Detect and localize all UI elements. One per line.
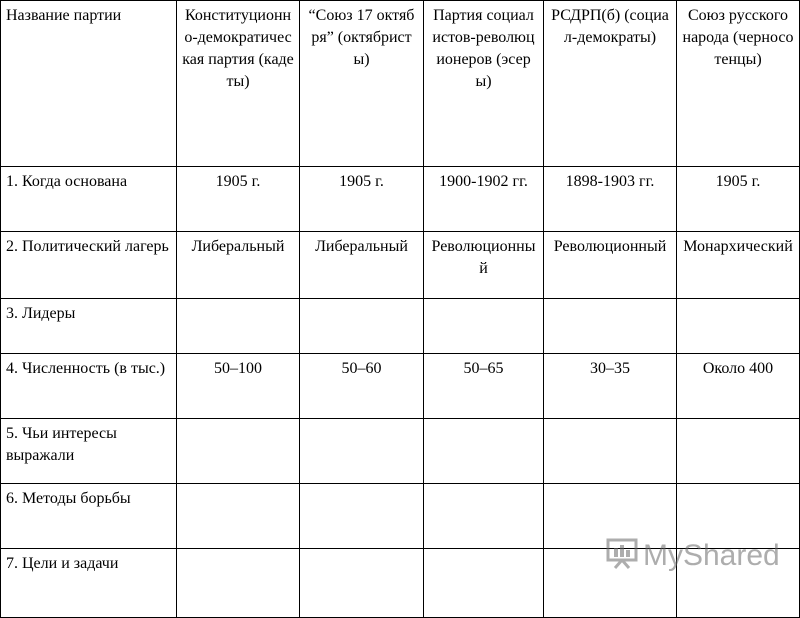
table-cell bbox=[677, 419, 800, 484]
header-text: Название партии bbox=[6, 7, 122, 24]
table-cell bbox=[677, 299, 800, 354]
header-text: Союз русского народа (черносотенцы) bbox=[682, 7, 794, 68]
row-label: 4. Численность (в тыс.) bbox=[1, 354, 177, 419]
table-cell: Около 400 bbox=[677, 354, 800, 419]
table-row bbox=[1, 419, 800, 484]
header-cell-black-hundreds bbox=[677, 1, 800, 167]
table-cell bbox=[677, 484, 800, 549]
table-cell bbox=[424, 549, 544, 618]
table-row bbox=[1, 484, 800, 549]
table-cell bbox=[177, 549, 300, 618]
table-row bbox=[1, 299, 800, 354]
table-row bbox=[1, 549, 800, 618]
row-label: 5. Чьи интересы выражали bbox=[1, 419, 177, 484]
header-text: РСДРП(б) (социал-демократы) bbox=[551, 7, 669, 46]
table-cell: 30–35 bbox=[544, 354, 677, 419]
table-cell bbox=[544, 419, 677, 484]
table-cell bbox=[300, 419, 424, 484]
header-text: Партия социалистов-революционеров (эсеры) bbox=[432, 7, 535, 90]
header-cell-kadets bbox=[177, 1, 300, 167]
table-cell: 1900-1902 гг. bbox=[424, 167, 544, 232]
table-cell bbox=[424, 419, 544, 484]
table-cell: Либеральный bbox=[300, 232, 424, 299]
table-cell: 1905 г. bbox=[677, 167, 800, 232]
header-row bbox=[1, 1, 800, 167]
table-cell bbox=[177, 484, 300, 549]
header-cell-octobrists bbox=[300, 1, 424, 167]
table-cell: Революционный bbox=[424, 232, 544, 299]
table-cell: 1898-1903 гг. bbox=[544, 167, 677, 232]
table-cell: 1905 г. bbox=[177, 167, 300, 232]
table-cell: Либеральный bbox=[177, 232, 300, 299]
table-cell bbox=[300, 299, 424, 354]
table-cell bbox=[424, 484, 544, 549]
table-cell bbox=[177, 299, 300, 354]
row-label: 6. Методы борьбы bbox=[1, 484, 177, 549]
table-cell bbox=[300, 549, 424, 618]
table-cell: 1905 г. bbox=[300, 167, 424, 232]
table-cell bbox=[424, 299, 544, 354]
watermark-text: MyShared bbox=[643, 538, 780, 572]
row-label: 3. Лидеры bbox=[1, 299, 177, 354]
table-cell bbox=[677, 549, 800, 618]
table-cell: Монархический bbox=[677, 232, 800, 299]
header-cell-rsdrp bbox=[544, 1, 677, 167]
table-cell bbox=[544, 299, 677, 354]
table-row bbox=[1, 167, 800, 232]
table-cell bbox=[544, 549, 677, 618]
table-cell bbox=[177, 419, 300, 484]
table-row bbox=[1, 232, 800, 299]
table-cell: 50–100 bbox=[177, 354, 300, 419]
table-cell bbox=[300, 484, 424, 549]
table-cell: 50–60 bbox=[300, 354, 424, 419]
header-text: “Союз 17 октября” (октябристы) bbox=[308, 7, 415, 68]
header-text: Конституционно-демократическая партия (кадеты) bbox=[182, 7, 294, 90]
table-cell: 50–65 bbox=[424, 354, 544, 419]
row-label: 2. Политический лагерь bbox=[1, 232, 177, 299]
table-cell bbox=[544, 484, 677, 549]
row-label: 7. Цели и задачи bbox=[1, 549, 177, 618]
table-cell: Революционный bbox=[544, 232, 677, 299]
row-label: 1. Когда основана bbox=[1, 167, 177, 232]
header-cell-esers bbox=[424, 1, 544, 167]
header-cell-party-name bbox=[1, 1, 177, 167]
table-row bbox=[1, 354, 800, 419]
